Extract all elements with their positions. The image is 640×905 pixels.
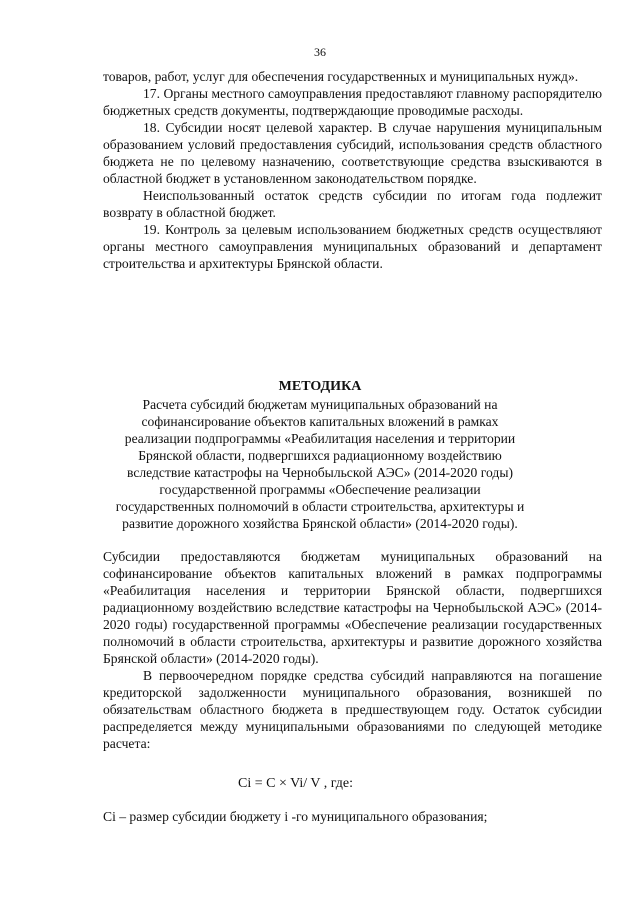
continuation-paragraph: товаров, работ, услуг для обеспечения государственных и муниципальных нужд». — [103, 69, 579, 84]
formula-definition: Ci – размер субсидии бюджету i -го муниципального образования; — [103, 809, 488, 824]
top-section — [103, 68, 602, 272]
item-18-remainder-paragraph: Неиспользованный остаток средств субсидии по итогам года подлежит возврату в областной бюджет. — [103, 188, 602, 220]
methodology-body — [103, 548, 602, 752]
methodology-title: МЕТОДИКА — [278, 379, 362, 394]
subsidy-formula: Ci = C × Vi/ V , где: — [238, 776, 354, 791]
methodology-paragraph-2: В первоочередном порядке средства субсидий направляются на погашение кредиторской задолженности муниципального образования, возникшей по обязательствам областного бюджета в предшествующем году. Остаток субсидии распределяется между муниципальными образованиями по следующей методике расчета: — [103, 668, 602, 751]
methodology-subtitle: Расчета субсидий бюджетам муниципальных образований на софинансирование объектов капитальных вложений в рамках реализации подпрограммы «Реабилитация населения и территории Брянской области, подвергшихся радиационному воздействию вследствие катастрофы на Чернобыльской АЭС» (2014-2020 годы) государственной программы «Обеспечение реализации государственных полномочий в области строительства, архитектуры и развитие дорожного хозяйства Брянской области» (2014-2020 годы). — [115, 397, 525, 531]
item-19-paragraph: 19. Контроль за целевым использованием бюджетных средств осуществляют органы местного самоуправления муниципальных образований и департамент строительства и архитектуры Брянской области. — [103, 222, 602, 271]
page-number: 36 — [314, 45, 326, 59]
item-17-paragraph: 17. Органы местного самоуправления предоставляют главному распорядителю бюджетных средств документы, подтверждающие проводимые расходы. — [103, 86, 602, 118]
methodology-paragraph-1: Субсидии предоставляются бюджетам муниципальных образований на софинансирование объектов капитальных вложений в рамках подпрограммы «Реабилитация населения и территории Брянской области, подвергшихся радиационному воздействию вследствие катастрофы на Чернобыльской АЭС» (2014-2020 годы) государственной программы «Обеспечение реализации государственных полномочий в области строительства, архитектуры и развитие дорожного хозяйства Брянской области» (2014-2020 годы). — [103, 549, 602, 666]
item-18-paragraph: 18. Субсидии носят целевой характер. В случае нарушения муниципальным образованием условий предоставления субсидий, использования средств областного бюджета не по целевому назначению, соответствующие средства взыскиваются в областной бюджет в установленном законодательством порядке. — [103, 120, 602, 186]
